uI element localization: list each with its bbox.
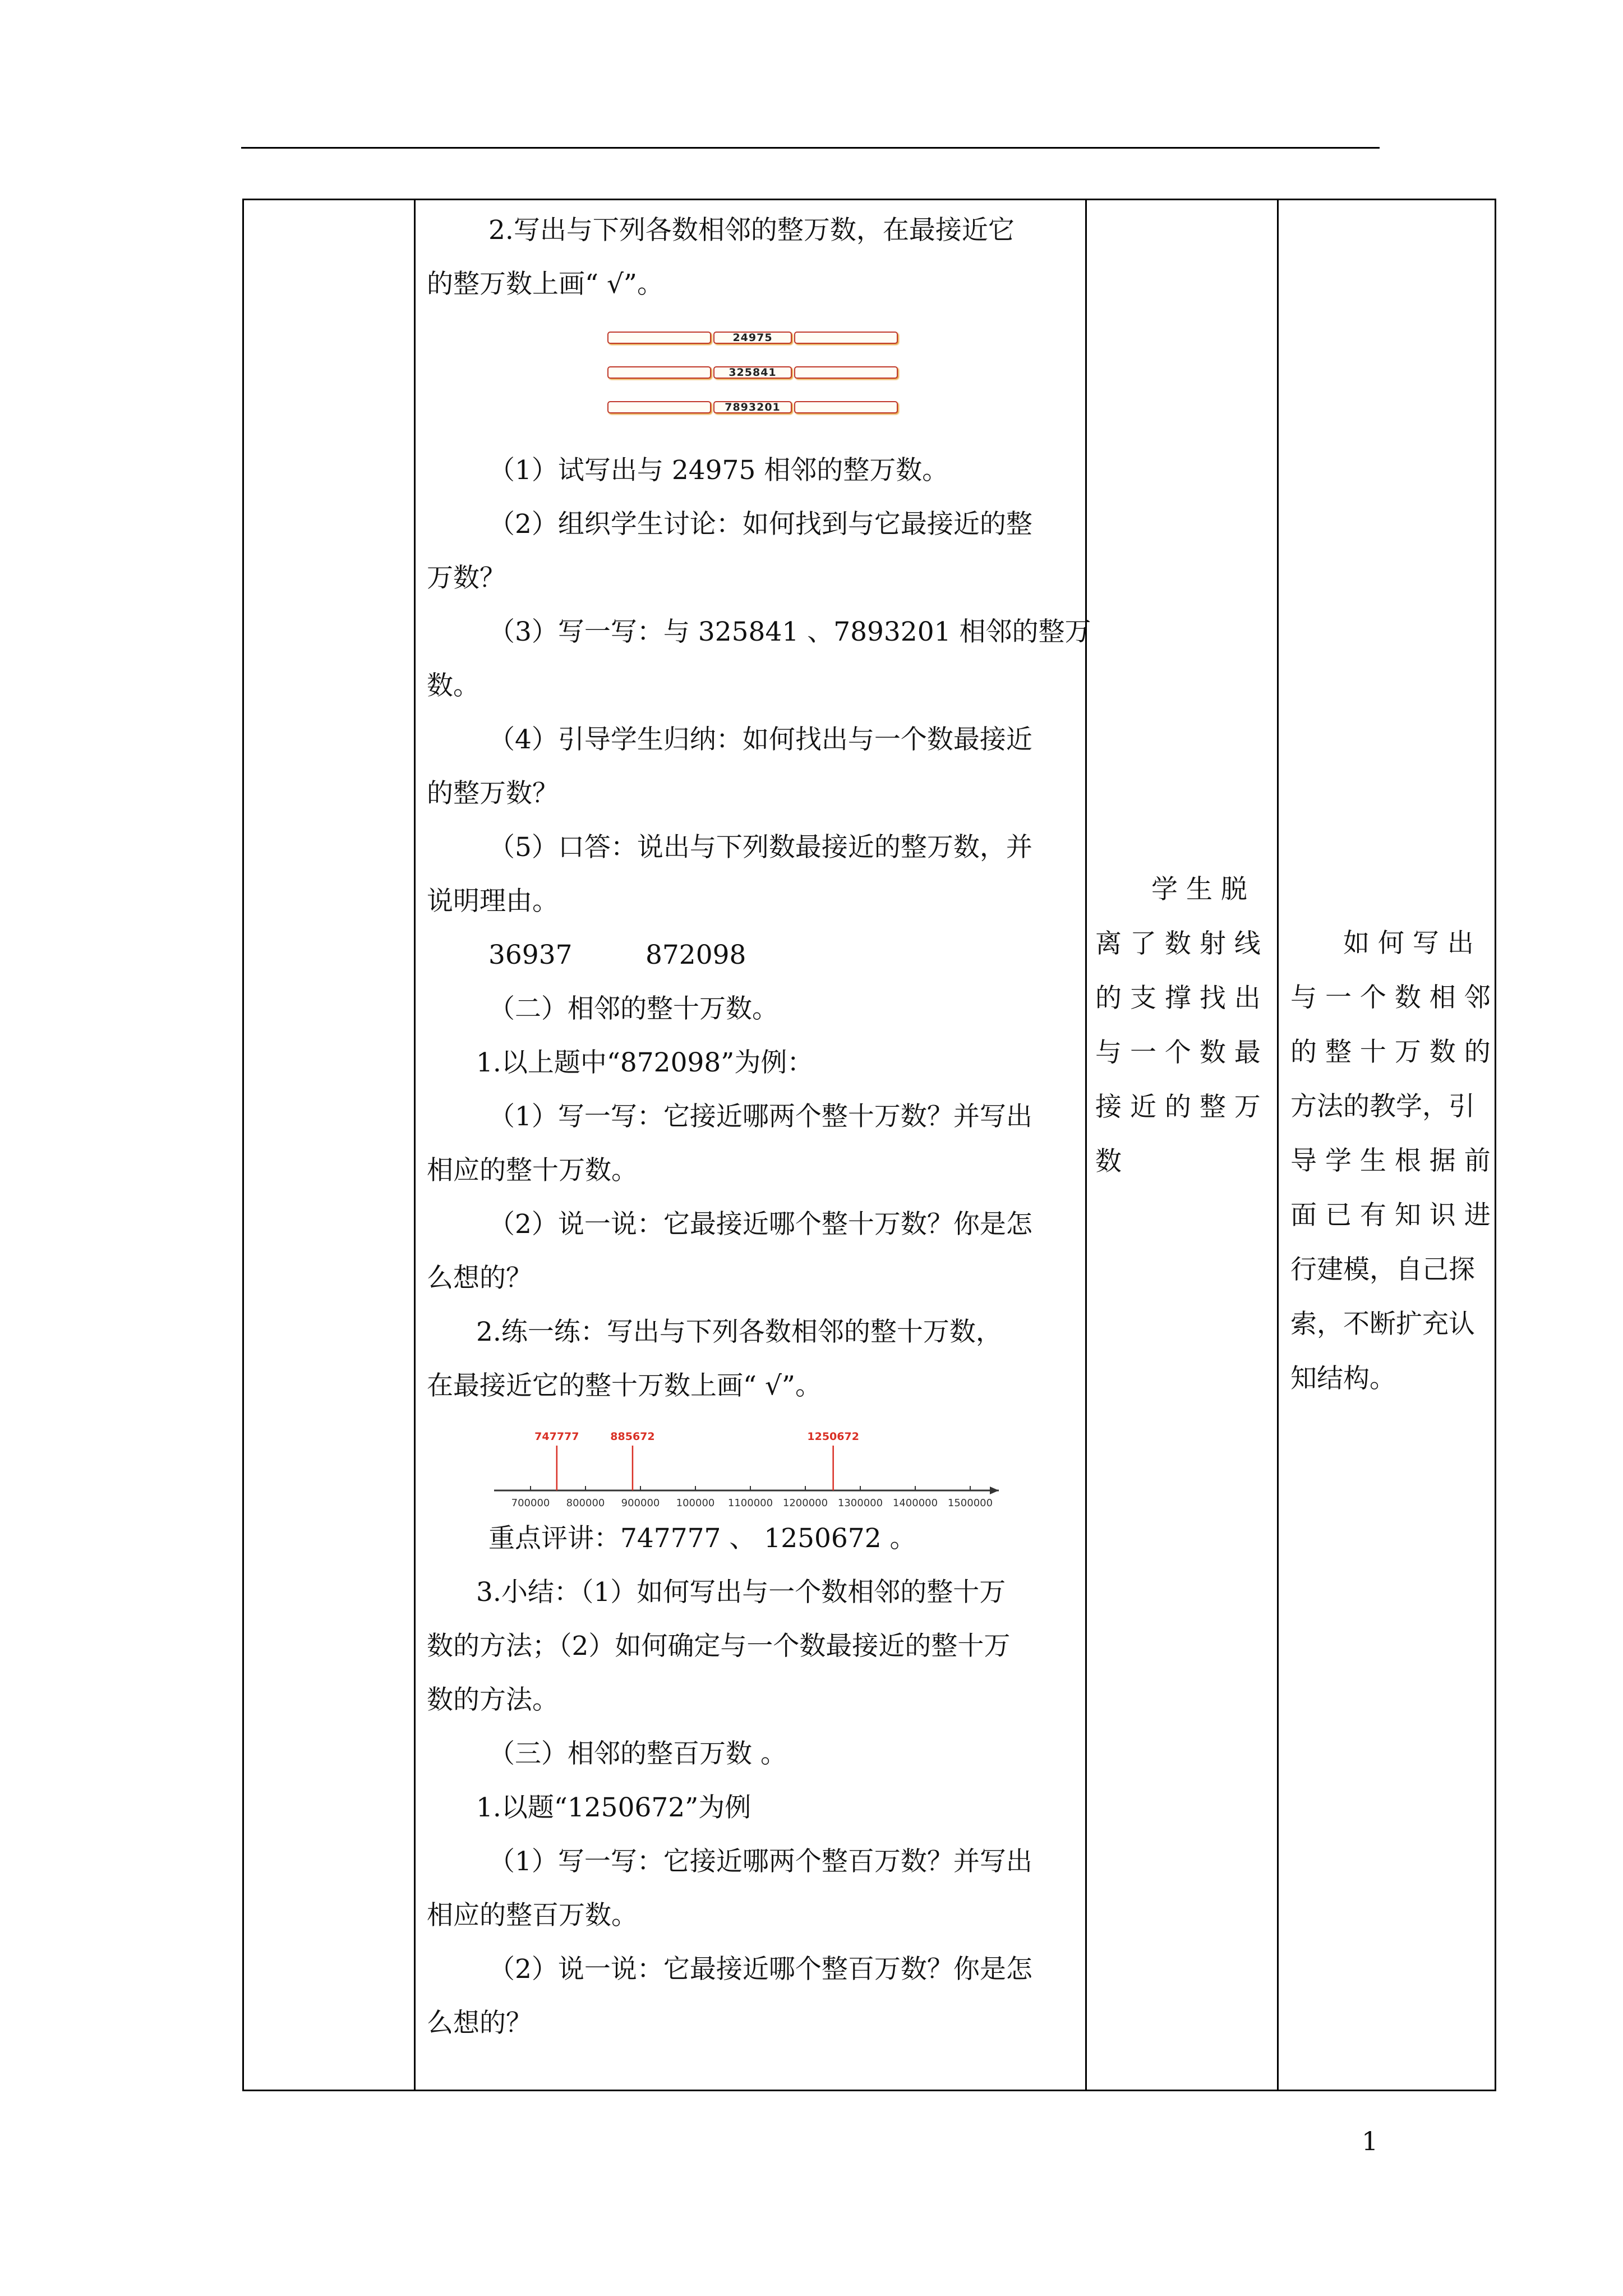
empty-answer-box xyxy=(794,401,898,413)
paragraph: 2.写出与下列各数相邻的整万数，在最接近它 xyxy=(488,215,1015,246)
paragraph: （5）口答：说出与下列数最接近的整万数，并 xyxy=(488,832,1032,863)
number-box-row xyxy=(607,366,899,381)
paragraph: 1.以题“1250672”为例 xyxy=(476,1792,751,1823)
number-line-tick-label: 800000 xyxy=(566,1497,605,1509)
empty-answer-box xyxy=(794,332,898,344)
paragraph: （1）写一写：它接近哪两个整十万数？并写出 xyxy=(488,1101,1032,1132)
section-heading: （三）相邻的整百万数 。 xyxy=(488,1738,787,1769)
teaching-process-column xyxy=(427,200,1092,2090)
empty-answer-box xyxy=(607,332,711,344)
paragraph: 数的方法；（2）如何确定与一个数最接近的整十万 xyxy=(427,1631,1011,1662)
paragraph: 3.小结：（1）如何写出与一个数相邻的整十万 xyxy=(476,1577,1006,1608)
student-activity-line: 离 了 数 射 线 xyxy=(1095,928,1261,959)
empty-answer-box xyxy=(794,366,898,379)
number-line-arrow xyxy=(990,1487,999,1494)
paragraph: （3）写一写：与 325841 、7893201 相邻的整万 xyxy=(488,616,1091,647)
number-example: 36937 xyxy=(488,940,573,970)
design-intent-line: 知结构。 xyxy=(1290,1363,1396,1394)
design-intent-line: 面 已 有 知 识 进 xyxy=(1290,1200,1491,1231)
empty-answer-box xyxy=(607,401,711,413)
page-number: 1 xyxy=(1362,2126,1378,2156)
student-activity-line: 学 生 脱 xyxy=(1151,874,1247,905)
lesson-table xyxy=(242,199,1496,2091)
paragraph: 相应的整十万数。 xyxy=(427,1155,638,1186)
number-box-row xyxy=(607,401,899,416)
number-line-tick-label: 100000 xyxy=(676,1497,715,1509)
student-activity-line: 与 一 个 数 最 xyxy=(1095,1037,1261,1068)
paragraph: 的整万数上画“ √”。 xyxy=(427,269,663,300)
paragraph: （4）引导学生归纳：如何找出与一个数最接近 xyxy=(488,724,1032,755)
number-line-tick-label: 1400000 xyxy=(892,1497,938,1509)
paragraph: 的整万数？ xyxy=(427,778,559,809)
number-line-tick-label: 700000 xyxy=(511,1497,550,1509)
column-divider xyxy=(414,200,416,2090)
design-intent-line: 的 整 十 万 数 的 xyxy=(1290,1037,1491,1068)
paragraph: 万数？ xyxy=(427,563,506,593)
paragraph: 说明理由。 xyxy=(427,886,559,917)
paragraph: （1）写一写：它接近哪两个整百万数？并写出 xyxy=(488,1846,1032,1877)
number-line-marker-label: 885672 xyxy=(610,1430,655,1443)
paragraph: （2）说一说：它最接近哪个整百万数？你是怎 xyxy=(488,1954,1032,1985)
paragraph: 数的方法。 xyxy=(427,1685,559,1715)
design-intent-line: 导 学 生 根 据 前 xyxy=(1290,1145,1491,1176)
column-divider xyxy=(1277,200,1279,2090)
empty-answer-box xyxy=(607,366,711,379)
number-box: 24975 xyxy=(713,332,792,344)
design-intent-line: 方法的教学，引 xyxy=(1290,1091,1475,1122)
number-boxes-figure xyxy=(607,332,899,416)
number-box: 325841 xyxy=(713,366,792,379)
number-line-tick-label: 1300000 xyxy=(837,1497,883,1509)
paragraph: 2.练一练：写出与下列各数相邻的整十万数， xyxy=(476,1317,1002,1347)
empty-first-column xyxy=(244,200,414,2090)
paragraph: （2）说一说：它最接近哪个整十万数？你是怎 xyxy=(488,1209,1032,1240)
number-line-tick-label: 1100000 xyxy=(727,1497,773,1509)
paragraph: 相应的整百万数。 xyxy=(427,1900,638,1931)
number-box: 7893201 xyxy=(713,401,792,413)
student-activity-line: 的 支 撑 找 出 xyxy=(1095,983,1261,1014)
design-intent-line: 索，不断扩充认 xyxy=(1290,1309,1475,1340)
paragraph: 重点评讲：747777 、 1250672 。 xyxy=(488,1523,916,1554)
design-intent-line: 与 一 个 数 相 邻 xyxy=(1290,982,1491,1013)
number-example: 872098 xyxy=(645,940,746,970)
paragraph: （2）组织学生讨论：如何找到与它最接近的整 xyxy=(488,509,1032,540)
design-intent-line: 如 何 写 出 xyxy=(1343,928,1474,959)
paragraph: （1）试写出与 24975 相邻的整万数。 xyxy=(488,455,949,486)
paragraph: 么想的？ xyxy=(427,2008,532,2039)
number-line-tick-label: 900000 xyxy=(621,1497,660,1509)
number-line-marker-label: 747777 xyxy=(534,1430,579,1443)
number-line-figure xyxy=(494,1429,1010,1513)
student-activity-line: 数 xyxy=(1095,1146,1122,1177)
section-heading: （二）相邻的整十万数。 xyxy=(488,993,778,1024)
paragraph: 1.以上题中“872098”为例： xyxy=(476,1047,814,1078)
paragraph: 在最接近它的整十万数上画“ √”。 xyxy=(427,1370,822,1401)
header-rule xyxy=(241,147,1380,149)
number-line-marker-label: 1250672 xyxy=(807,1430,859,1443)
paragraph: 数。 xyxy=(427,670,479,701)
number-line-tick-label: 1500000 xyxy=(947,1497,993,1509)
paragraph: 么想的？ xyxy=(427,1263,532,1294)
number-box-row xyxy=(607,332,899,346)
design-intent-line: 行建模，自己探 xyxy=(1290,1254,1475,1285)
number-line-tick-label: 1200000 xyxy=(782,1497,828,1509)
student-activity-line: 接 近 的 整 万 xyxy=(1095,1092,1261,1122)
